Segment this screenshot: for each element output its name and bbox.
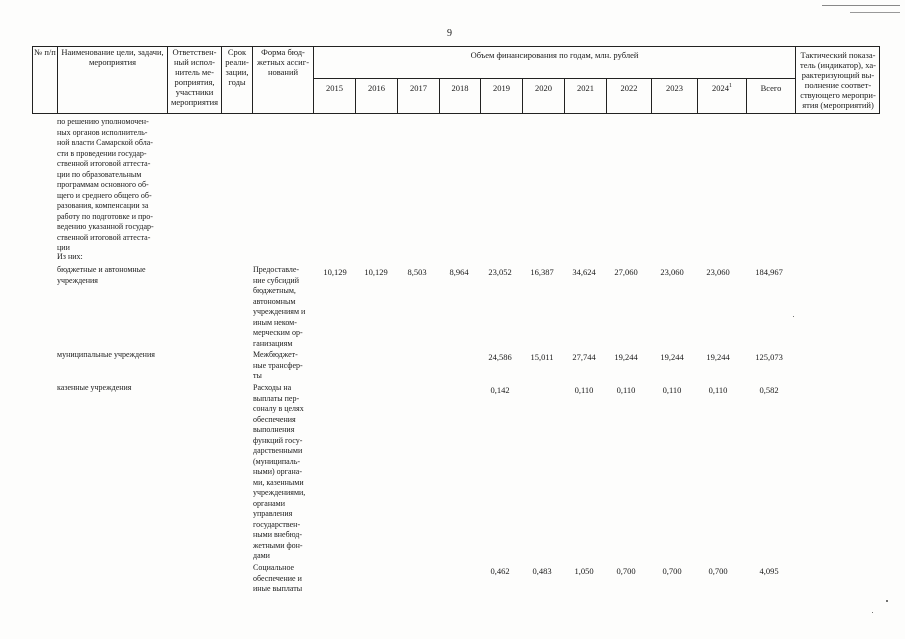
value-cell: 27,744 xyxy=(572,352,596,362)
footnote-mark: 1 xyxy=(729,83,732,90)
value-cell: 8,503 xyxy=(407,267,427,277)
value-cell: 1,050 xyxy=(574,566,594,576)
year-2023: 2023 xyxy=(666,83,683,93)
value-cell: 4,095 xyxy=(759,566,779,576)
value-cell: 0,110 xyxy=(662,385,682,395)
header-finance: Объем финансирования по годам, млн. рублей xyxy=(470,50,639,60)
scan-speck xyxy=(872,612,873,613)
scan-speck xyxy=(793,316,794,317)
value-cell: 19,244 xyxy=(614,352,638,362)
header-num: № п/п xyxy=(34,47,56,57)
scan-rule xyxy=(822,5,900,6)
year-2015: 2015 xyxy=(326,83,343,93)
value-cell: 15,011 xyxy=(530,352,554,362)
value-cell: 8,964 xyxy=(449,267,469,277)
header-term: Срок реали- зации, годы xyxy=(225,47,249,87)
of-which-label: Из них: xyxy=(57,252,83,261)
row-name: бюджетные и автономные учреждения xyxy=(57,265,146,285)
year-2018: 2018 xyxy=(451,83,469,93)
row-form: Социальное обеспечение и иные выплаты xyxy=(253,563,303,593)
value-cell: 0,582 xyxy=(759,385,779,395)
year-2022: 2022 xyxy=(620,83,638,93)
value-cell: 0,483 xyxy=(532,566,552,576)
value-cell: 24,586 xyxy=(488,352,512,362)
value-cell: 10,129 xyxy=(323,267,347,277)
row-name: муниципальные учреждения xyxy=(57,350,155,359)
header-form: Форма бюд- жетных ассиг- нований xyxy=(256,47,310,77)
value-cell: 27,060 xyxy=(614,267,638,277)
value-cell: 0,700 xyxy=(616,566,636,576)
value-cell: 0,110 xyxy=(616,385,636,395)
value-cell: 184,967 xyxy=(755,267,783,277)
value-cell: 0,142 xyxy=(490,385,510,395)
year-total: Всего xyxy=(760,83,782,93)
value-cell: 10,129 xyxy=(364,267,388,277)
row-form: Межбюджет- ные трансфер- ты xyxy=(253,350,303,380)
value-cell: 0,700 xyxy=(662,566,682,576)
description-text: по решению уполномочен- ных органов исполнитель- ной власти Самарской обла- сти в проведении государ- ственной итоговой аттеста- ции по образовательным программам основного об- щего и среднего общего об- разования, компенсации за работу по подготовке и про- ведению указанной государ- ственной итоговой аттеста- ции xyxy=(57,117,154,252)
year-2016: 2016 xyxy=(368,83,385,93)
page-number: 9 xyxy=(447,28,452,39)
year-2024: 2024$^1$ xyxy=(712,83,732,93)
value-cell: 0,462 xyxy=(490,566,510,576)
value-cell: 0,700 xyxy=(708,566,728,576)
header-responsible: Ответствен- ный испол- нитель ме- роприятия, участники мероприятия xyxy=(170,47,219,107)
value-cell: 23,060 xyxy=(660,267,684,277)
header-name: Наименование цели, задачи, мероприятия xyxy=(61,47,164,67)
year-2019: 2019 xyxy=(493,83,510,93)
value-cell: 23,052 xyxy=(488,267,512,277)
value-cell: 19,244 xyxy=(706,352,730,362)
value-cell: 0,110 xyxy=(708,385,728,395)
value-cell: 125,073 xyxy=(755,352,783,362)
header-indicator: Тактический показа- тель (индикатор), ха- рактеризующий вы- полнение соответ- ствующего меропри- ятия (мероприятий) xyxy=(799,50,876,110)
value-cell: 16,387 xyxy=(530,267,554,277)
year-2021: 2021 xyxy=(577,83,594,93)
scan-rule xyxy=(850,12,900,13)
value-cell: 34,624 xyxy=(572,267,596,277)
row-name: казенные учреждения xyxy=(57,383,132,392)
row-form: Предоставле- ние субсидий бюджетным, автономным учреждениям и иным неком- мерческим ор- ганизациям xyxy=(253,265,306,348)
year-2020: 2020 xyxy=(535,83,552,93)
scan-speck xyxy=(886,600,888,602)
value-cell: 0,110 xyxy=(574,385,594,395)
year-2017: 2017 xyxy=(410,83,427,93)
value-cell: 19,244 xyxy=(660,352,684,362)
row-form: Расходы на выплаты пер- соналу в целях обеспечения выполнения функций госу- дарственными (муниципаль- ными) органа- ми, казенными учреждениями, органами управления государствен- ными внебюд- жетными фон- дами xyxy=(253,383,306,560)
value-cell: 23,060 xyxy=(706,267,730,277)
